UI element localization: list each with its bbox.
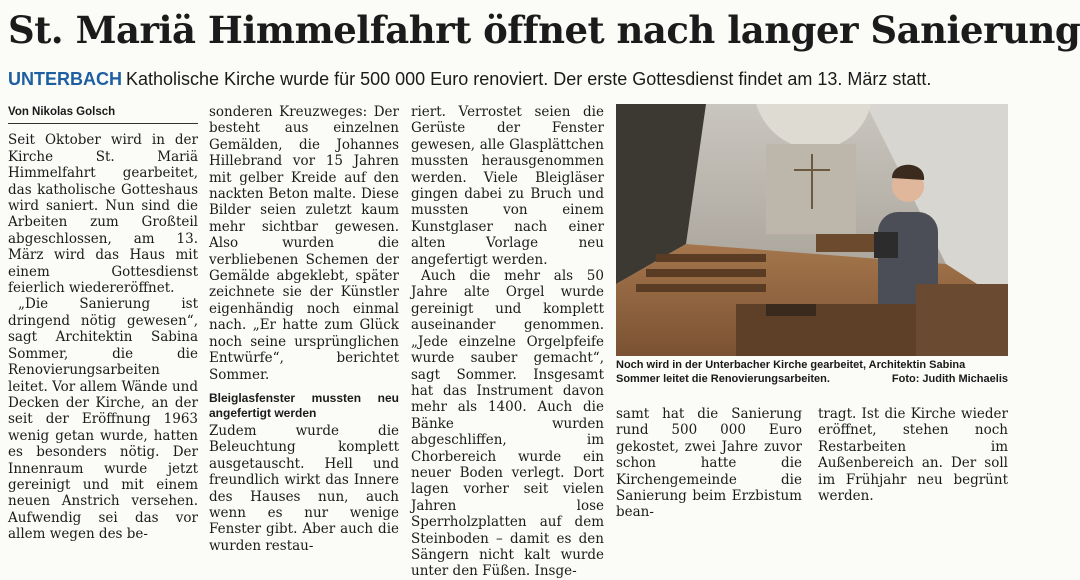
paragraph: sonderen Kreuzweges: Der besteht aus einzelnen Gemälden, die Johannes Hillebrand vor 15 Jahren mit gelber Kreide auf den nackten Beton malte. Diese Bilder seien zuletzt kaum mehr sichtbar gewesen. Also wurden die verbliebenen Schemen der Gemälde abgeklebt, später zeichnete sie der Künstler eigenhändig noch einmal nach. „Er hatte zum Glück noch seine ursprünglichen Entwürfe“, berichtet Sommer. bbox=[209, 104, 399, 383]
paragraph: samt hat die Sanierung rund 500 000 Euro gekostet, zwei Jahre zuvor schon hatte die Kirchengemeinde die Sanierung beim Erzbistum bean- bbox=[616, 406, 802, 521]
paragraph: tragt. Ist die Kirche wieder eröffnet, stehen noch Restarbeiten im Außenbereich an. Der soll im Frühjahr neu begrünt werden. bbox=[818, 406, 1008, 505]
article-column-1 bbox=[8, 104, 198, 543]
byline: Von Nikolas Golsch bbox=[8, 104, 198, 124]
article-column-4 bbox=[616, 406, 802, 521]
paragraph: Zudem wurde die Beleuchtung komplett ausgetauscht. Hell und freundlich wirkt das Innere des Hauses nun, auch wenn es nur wenige Fenster gibt. Aber auch die wurden restau- bbox=[209, 422, 399, 554]
paragraph: „Die Sanierung ist dringend nötig gewesen“, sagt Architektin Sabina Sommer, die die Renovierungsarbeiten leitet. Vor allem Wände und Decken der Kirche, an der seit der Eröffnung 1963 wenig getan wurde, hatten es besonders nötig. Der Innenraum wurde jetzt gereinigt und mit einem neuen Anstrich versehen. Aufwendig sei das vor allem wegen des be- bbox=[8, 296, 198, 543]
subheadline bbox=[8, 67, 1008, 91]
section-subhead: Bleiglasfenster mussten neu angefertigt werden bbox=[209, 390, 399, 420]
headline: St. Mariä Himmelfahrt öffnet nach langer Sanierung bbox=[8, 8, 1080, 52]
subheadline-text: Katholische Kirche wurde für 500 000 Euro renoviert. Der erste Gottesdienst findet am 13. März statt. bbox=[126, 69, 932, 89]
article-column-3 bbox=[411, 104, 604, 580]
photo-caption bbox=[616, 358, 1008, 386]
church-interior-image bbox=[616, 104, 1008, 356]
dateline: UNTERBACH bbox=[8, 69, 122, 89]
photo-credit: Foto: Judith Michaelis bbox=[891, 373, 1008, 385]
article-column-2 bbox=[209, 104, 399, 554]
church-photo bbox=[616, 104, 1008, 356]
paragraph: riert. Verrostet seien die Gerüste der Fenster gewesen, alle Glasplättchen mussten herausgenommen werden. Viele Bleigläser gingen dabei zu Bruch und mussten von einem Kunstglaser nach einer alten Vorlage neu angefertigt werden. bbox=[411, 104, 604, 268]
paragraph: Auch die mehr als 50 Jahre alte Orgel wurde gereinigt und komplett auseinander genommen. „Jede einzelne Orgelpfeife wurde sauber gemacht“, sagt Sommer. Insgesamt hat das Instrument davon mehr als 1400. Auch die Bänke wurden abgeschliffen, im Chorbereich wurde ein neuer Boden verlegt. Dort lagen vorher seit vielen Jahren lose Sperrholzplatten auf dem Steinboden – damit es den Sängern nicht kalt wurde unter den Füßen. Insge- bbox=[411, 268, 604, 580]
caption-text: Noch wird in der Unterbacher Kirche gearbeitet, Architektin Sabina Sommer leitet die Renovierungsarbeiten. bbox=[616, 359, 966, 385]
paragraph: Seit Oktober wird in der Kirche St. Mariä Himmelfahrt gearbeitet, das katholische Gotteshaus wird saniert. Nun sind die Arbeiten zum Großteil abgeschlossen, am 13. März wird das Haus mit einem Gottesdienst feierlich wiedereröffnet. bbox=[8, 132, 198, 297]
article-column-5 bbox=[818, 406, 1008, 505]
